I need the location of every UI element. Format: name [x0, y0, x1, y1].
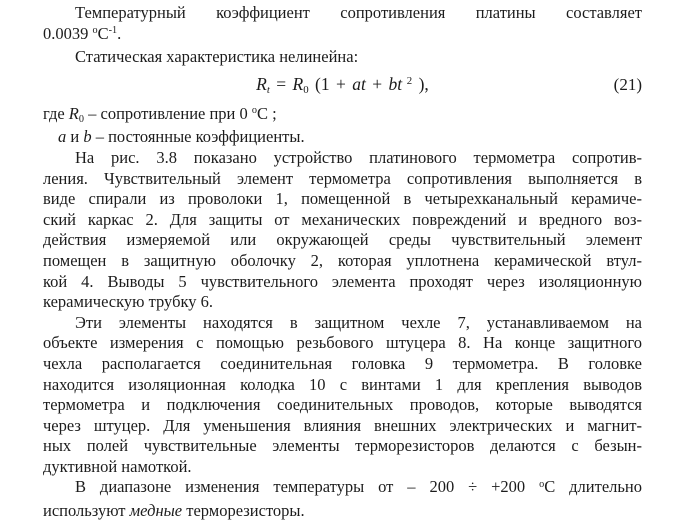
text-segment: b: [83, 127, 92, 147]
equation-formula: [256, 74, 429, 94]
text-line: [43, 375, 642, 396]
text-segment: -1: [108, 24, 118, 36]
text-segment: ),: [412, 73, 429, 94]
text-segment: at: [352, 73, 366, 94]
text-segment: 0: [303, 83, 309, 96]
equation-number: (21): [613, 74, 642, 94]
text-segment: и: [66, 127, 84, 147]
doc-lines: [43, 3, 642, 522]
text-line: [43, 230, 642, 251]
text-segment: +: [365, 73, 389, 94]
text-segment: используют: [43, 501, 130, 521]
text-segment: керамическую трубку 6.: [43, 292, 214, 312]
text-segment: Статическая характеристика нелинейна:: [75, 47, 359, 67]
text-segment: действия измеряемой или окружающей среды чувствительный элемент: [43, 230, 642, 250]
text-line: [43, 24, 642, 48]
text-segment: а: [58, 127, 67, 147]
text-segment: кой 4. Выводы 5 чувствительного элемента проходят через изоляционную: [43, 271, 642, 291]
text-segment: bt: [388, 73, 403, 94]
text-line: [43, 333, 642, 354]
text-segment: С: [97, 23, 109, 43]
text-segment: терморезисторы.: [182, 501, 305, 521]
text-segment: ;: [268, 103, 277, 123]
text-line: [43, 395, 642, 416]
text-segment: помещен в защитную оболочку 2, которая уплотнена керамической втул-: [43, 250, 642, 270]
text-line: [43, 3, 642, 24]
text-segment: R: [292, 73, 304, 94]
text-segment: ления. Чувствительный элемент термометра сопротивления выполняется в: [43, 168, 642, 188]
text-segment: о: [539, 478, 545, 490]
text-segment: длительно: [555, 477, 642, 497]
text-segment: (1 +: [308, 73, 353, 94]
text-segment: R: [256, 73, 267, 94]
text-segment: 0: [78, 113, 84, 125]
text-line: [43, 292, 642, 313]
text-line: [43, 189, 642, 210]
text-segment: – сопротивление при 0: [84, 103, 252, 123]
text-segment: На рис. 3.8 показано устройство платинового термометра сопротив-: [75, 147, 642, 167]
text-line: [43, 251, 642, 272]
text-segment: чехла располагается соединительная головка 9 термометра. В головке: [43, 353, 642, 373]
text-segment: – постоянные коэффициенты.: [91, 127, 305, 147]
text-segment: 2: [402, 74, 413, 87]
text-segment: о: [92, 24, 98, 36]
text-line: [43, 127, 642, 148]
text-line: [43, 477, 642, 501]
text-segment: С: [257, 103, 269, 123]
text-line: [43, 354, 642, 375]
text-line: [43, 104, 642, 128]
text-segment: ский каркас 2. Для защиты от механических повреждений и вредного воз-: [43, 209, 642, 229]
text-segment: термометра и подключения соединительных проводов, которые выводятся: [43, 395, 642, 415]
text-line: [43, 501, 642, 522]
text-segment: ных полей чувствительные элементы терморезисторов делаются с безын-: [43, 436, 642, 456]
text-segment: о: [251, 105, 257, 117]
text-line: [43, 148, 642, 169]
text-segment: виде спирали из проволоки 1, помещенной в четырехканальный керамиче-: [43, 189, 642, 209]
text-line: [43, 313, 642, 334]
text-segment: В диапазоне изменения температуры от – 200 ÷ +200: [75, 477, 540, 497]
text-segment: находится изоляционная колодка 10 с винтами 1 для крепления выводов: [43, 374, 642, 394]
text-segment: 0.0039: [43, 23, 93, 43]
text-line: [43, 47, 642, 68]
text-segment: объекте измерения с помощью резьбового штуцера 8. На конце защитного: [43, 333, 642, 353]
text-segment: R: [68, 103, 79, 123]
text-line: [43, 436, 642, 457]
text-segment: где: [43, 103, 69, 123]
text-segment: медные: [129, 501, 183, 521]
text-line: [43, 416, 642, 437]
text-line: [43, 210, 642, 231]
equation-line: [43, 73, 642, 98]
text-line: [43, 457, 642, 478]
text-line: [43, 272, 642, 293]
text-line: [43, 169, 642, 190]
text-segment: дуктивной намоткой.: [43, 456, 192, 476]
text-segment: через штуцер. Для уменьшения влияния внешних электрических и магнит-: [43, 415, 642, 435]
text-segment: Эти элементы находятся в защитном чехле 7, устанавливаемом на: [75, 312, 642, 332]
text-segment: С: [544, 477, 556, 497]
text-segment: =: [269, 73, 293, 94]
text-segment: Температурный коэффициент сопротивления платины составляет: [75, 3, 642, 22]
text-segment: .: [117, 23, 122, 43]
text-segment: t: [266, 83, 270, 96]
